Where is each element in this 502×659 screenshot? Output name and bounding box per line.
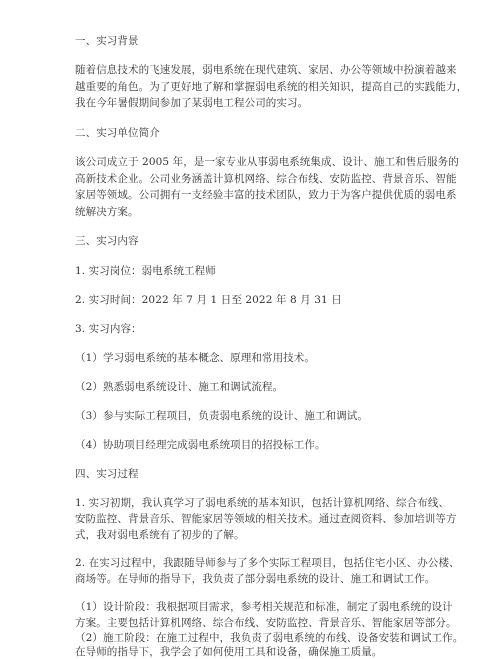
paragraph-line: （2）施工阶段：在施工过程中，我负责了弱电系统的布线、设备安装和调试工作。 bbox=[75, 632, 464, 644]
paragraph-line: 随着信息技术的飞速发展，弱电系统在现代建筑、家居、办公等领域中扮演着越来 bbox=[75, 64, 457, 76]
list-item: （1）学习弱电系统的基本概念、原理和常用技术。 bbox=[75, 352, 315, 364]
paragraph-line: 方案。主要包括计算机网络、综合布线、安防监控、背景音乐、智能家居等部分。 bbox=[75, 617, 457, 629]
paragraph-line: 1. 实习初期，我认真学习了弱电系统的基本知识，包括计算机网络、综合布线、 bbox=[75, 497, 450, 509]
paragraph-line: 2. 在实习过程中，我跟随导师参与了多个实际工程项目，包括住宅小区、办公楼、 bbox=[75, 557, 460, 569]
list-item: 2. 实习时间：2022 年 7 月 1 日至 2022 年 8 月 31 日 bbox=[75, 294, 342, 306]
section-heading-process: 四、实习过程 bbox=[75, 468, 139, 480]
paragraph-line: 该公司成立于 2005 年，是一家专业从事弱电系统集成、设计、施工和售后服务的 bbox=[75, 156, 459, 168]
paragraph-line: （1）设计阶段：我根据项目需求，参考相关规范和标准，制定了弱电系统的设计 bbox=[75, 601, 453, 613]
list-item: （4）协助项目经理完成弱电系统项目的招投标工作。 bbox=[75, 439, 326, 451]
section-heading-background: 一、实习背景 bbox=[75, 35, 139, 47]
paragraph-line: 越重要的角色。为了更好地了解和掌握弱电系统的相关知识，提高自己的实践能力， bbox=[75, 81, 468, 93]
paragraph-line: 高新技术企业。公司业务涵盖计算机网络、综合布线、安防监控、背景音乐、智能 bbox=[75, 173, 457, 185]
section-heading-company: 二、实习单位简介 bbox=[75, 127, 160, 139]
list-item: （2）熟悉弱电系统设计、施工和调试流程。 bbox=[75, 381, 284, 393]
paragraph-line: 统解决方案。 bbox=[75, 206, 139, 218]
paragraph-line: 在导师的指导下，我学会了如何使用工具和设备，确保施工质量。 bbox=[75, 646, 383, 658]
list-item: 1. 实习岗位：弱电系统工程师 bbox=[75, 265, 216, 277]
paragraph-line: 家居等领域。公司拥有一支经验丰富的技术团队，致力于为客户提供优质的弱电系 bbox=[75, 189, 457, 201]
paragraph-line: 式，我对弱电系统有了初步的了解。 bbox=[75, 529, 245, 541]
paragraph-line: 安防监控、背景音乐、智能家居等领域的相关技术。通过查阅资料、参加培训等方 bbox=[75, 513, 457, 525]
section-heading-content: 三、实习内容 bbox=[75, 235, 139, 247]
list-item: 3. 实习内容： bbox=[75, 323, 142, 335]
list-item: （3）参与实际工程项目，负责弱电系统的设计、施工和调试。 bbox=[75, 410, 368, 422]
paragraph-line: 我在今年暑假期间参加了某弱电工程公司的实习。 bbox=[75, 97, 309, 109]
paragraph-line: 商场等。在导师的指导下，我负责了部分弱电系统的设计、施工和调试工作。 bbox=[75, 573, 436, 585]
